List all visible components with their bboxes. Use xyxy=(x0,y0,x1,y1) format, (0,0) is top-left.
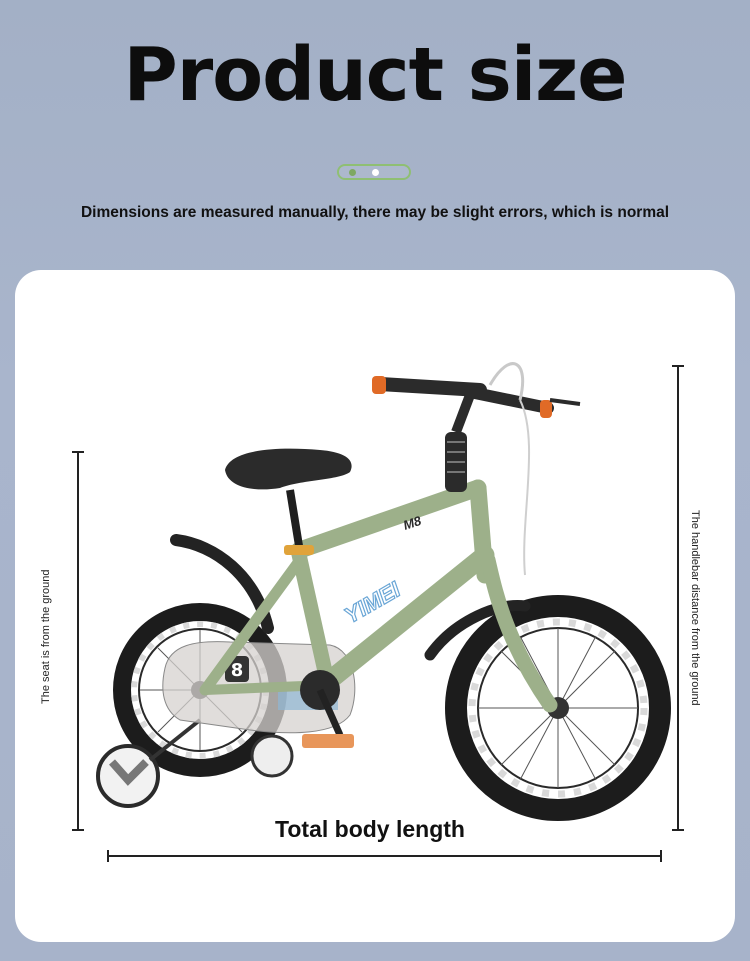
kids-bicycle xyxy=(98,364,660,810)
seat-post xyxy=(290,490,300,552)
seat-height-line xyxy=(72,452,84,830)
frame-model-mark: M8 xyxy=(401,513,424,533)
frame-brand-text: YIMEI xyxy=(340,576,405,629)
handlebar-height-line xyxy=(672,366,684,830)
chain-guard-number: 8 xyxy=(230,660,244,681)
measurement-disclaimer: Dimensions are measured manually, there may be slight errors, which is normal xyxy=(80,204,670,221)
page-title: Product size xyxy=(123,32,627,118)
body-length-label: Total body length xyxy=(275,816,465,842)
seat-height-label: The seat is from the ground xyxy=(40,569,52,704)
front-wheel xyxy=(456,606,660,810)
body-length-line xyxy=(108,850,661,862)
handlebar-height-label: The handlebar distance from the ground xyxy=(689,510,701,706)
saddle xyxy=(225,449,352,490)
